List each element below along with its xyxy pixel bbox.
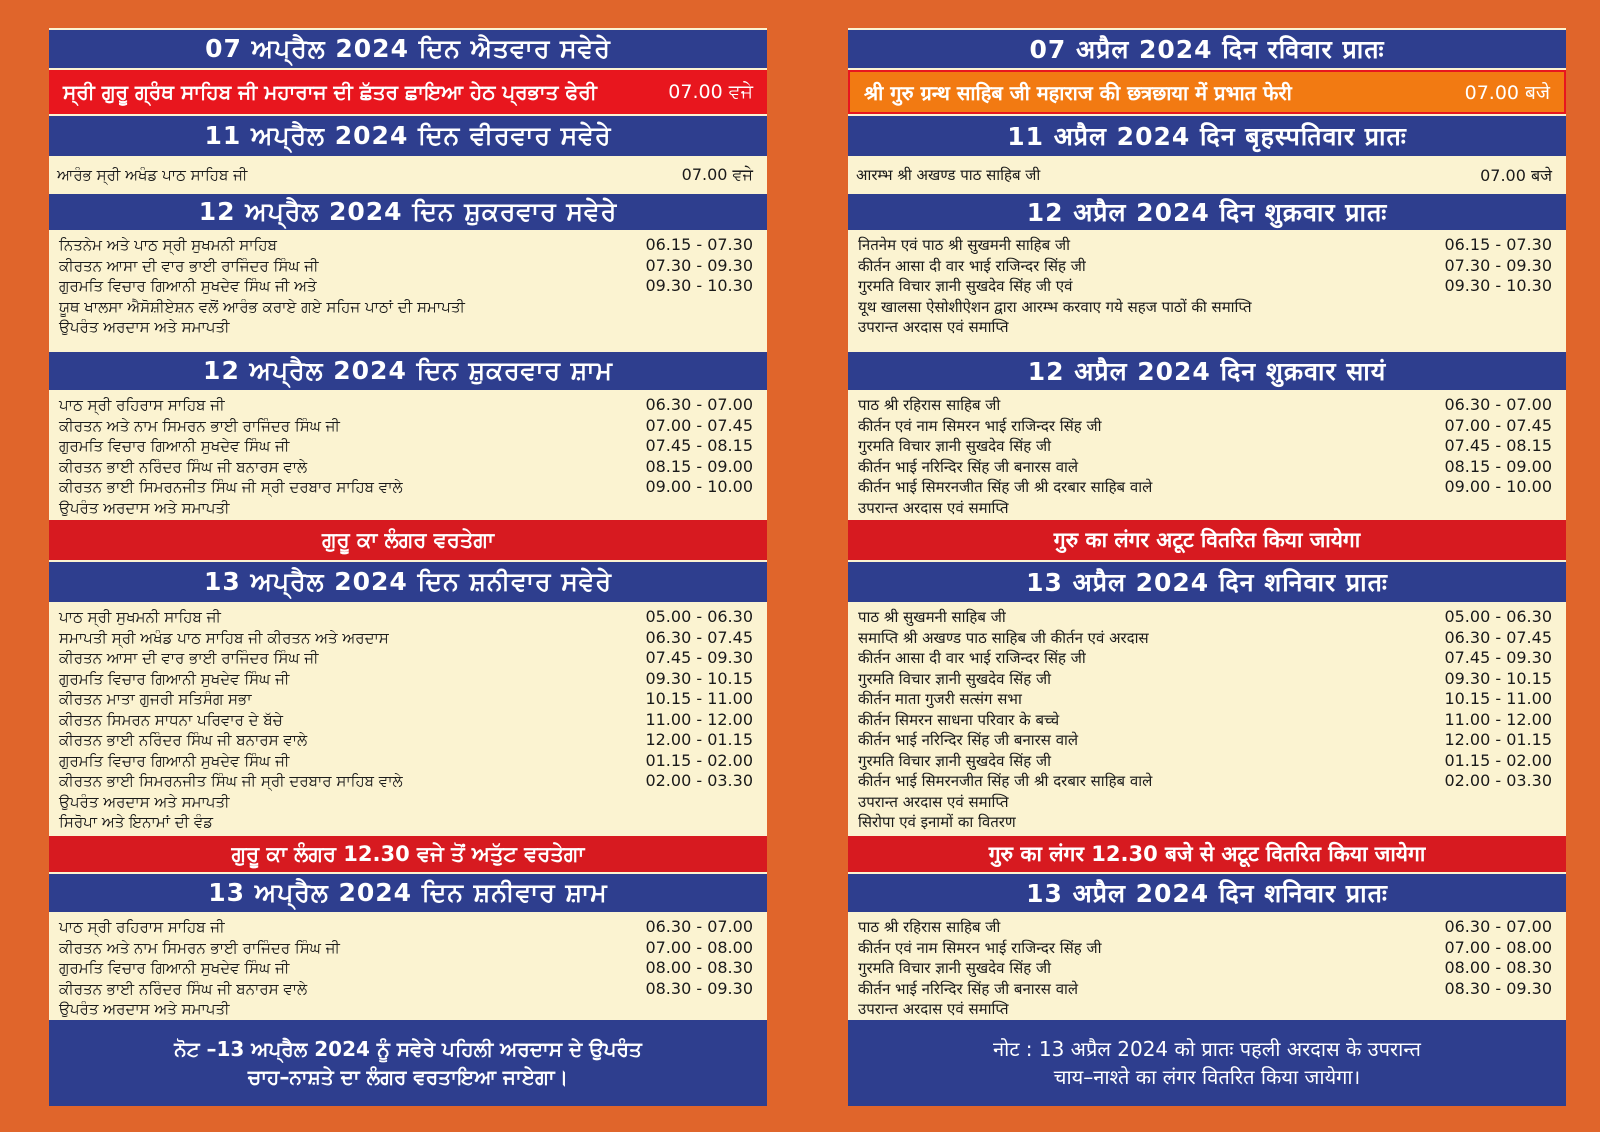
schedule-row [59, 648, 753, 669]
schedule-item-text: पाठ श्री रहिरास साहिब जी [858, 396, 1001, 414]
schedule-item-time: 09.30 - 10.30 [645, 276, 753, 295]
schedule-item-time: 06.30 - 07.00 [645, 395, 753, 414]
schedule-item-time: 12.00 - 01.15 [645, 730, 753, 749]
schedule-item-time: 11.00 - 12.00 [1444, 709, 1552, 729]
schedule-item-text: ਗੁਰਮਤਿ ਵਿਚਾਰ ਗਿਆਨੀ ਸੁਖਦੇਵ ਸਿੰਘ ਜੀ [59, 751, 290, 770]
schedule-row [59, 669, 753, 690]
schedule-item-time: 07.00 - 07.45 [1444, 415, 1552, 435]
apr13-morning-list [848, 604, 1566, 836]
arambh-time: 07.00 बजे [1480, 166, 1552, 185]
schedule-row [858, 607, 1552, 628]
schedule-row [59, 958, 753, 979]
schedule-row [858, 938, 1552, 959]
schedule-item-time: 07.30 - 09.30 [1444, 255, 1552, 275]
note-line-2: ਚਾਹ–ਨਾਸ਼ਤੇ ਦਾ ਲੰਗਰ ਵਰਤਾਇਆ ਜਾਏਗਾ। [247, 1065, 569, 1089]
schedule-item-time: 11.00 - 12.00 [645, 709, 753, 729]
schedule-item-text: गुरमति विचार ज्ञानी सुखदेव सिंह जी [858, 959, 1052, 977]
note-line-1: नोट : 13 अप्रैल 2024 को प्रातः पहली अरदास के उपरान्त [993, 1037, 1421, 1061]
schedule-row [59, 256, 753, 277]
schedule-item-time: 06.30 - 07.45 [645, 627, 753, 647]
schedule-row [59, 276, 753, 297]
schedule-item-time: 08.30 - 09.30 [1444, 978, 1552, 998]
prabhat-pheri-time: 07.00 ਵਜੇ [668, 81, 753, 103]
schedule-item-time: 09.00 - 10.00 [1444, 477, 1552, 496]
schedule-item-time: 08.00 - 08.30 [1444, 958, 1552, 977]
schedule-row [858, 730, 1552, 751]
schedule-row [858, 751, 1552, 772]
schedule-item-time: 07.45 - 08.15 [645, 436, 753, 455]
schedule-row [858, 999, 1552, 1020]
schedule-item-text: ਪਾਠ ਸ੍ਰੀ ਸੁਖਮਨੀ ਸਾਹਿਬ ਜੀ [59, 608, 221, 626]
schedule-item-time: 06.15 - 07.30 [645, 235, 753, 254]
schedule-row [858, 416, 1552, 437]
schedule-row [858, 235, 1552, 256]
prabhat-pheri-time: 07.00 बजे [1464, 82, 1550, 104]
schedule-item-text: ਗੁਰਮਤਿ ਵਿਚਾਰ ਗਿਆਨੀ ਸੁਖਦੇਵ ਸਿੰਘ ਜੀ [59, 437, 290, 455]
schedule-item-text: गुरमति विचार ज्ञानी सुखदेव सिंह जी एवं [858, 277, 1073, 295]
apr12-evening-list [49, 392, 767, 520]
schedule-row [59, 457, 753, 478]
schedule-row [59, 812, 753, 833]
schedule-row [858, 436, 1552, 457]
schedule-item-time: 07.45 - 09.30 [645, 648, 753, 667]
schedule-item-time: 10.15 - 11.00 [1444, 689, 1552, 708]
schedule-item-text: नितनेम एवं पाठ श्री सुखमनी साहिब जी [858, 236, 1070, 254]
prabhat-pheri-text: श्री गुरु ग्रन्थ साहिब जी महाराज की छत्रछाया में प्रभात फेरी [864, 80, 1292, 105]
schedule-item-time: 07.00 - 07.45 [645, 415, 753, 435]
schedule-row [858, 917, 1552, 938]
schedule-item-time: 06.15 - 07.30 [1444, 235, 1552, 254]
schedule-row [858, 669, 1552, 690]
schedule-item-text: गुरमति विचार ज्ञानी सुखदेव सिंह जी [858, 751, 1052, 770]
header-apr12-evening: 12 अप्रैल 2024 दिन शुक्रवार सायं [848, 350, 1566, 392]
schedule-row [858, 256, 1552, 277]
schedule-item-text: ਗੁਰਮਤਿ ਵਿਚਾਰ ਗਿਆਨੀ ਸੁਖਦੇਵ ਸਿੰਘ ਜੀ [59, 669, 290, 688]
arambh-time: 07.00 ਵਜੇ [681, 165, 753, 184]
schedule-row [59, 792, 753, 813]
schedule-item-time: 06.30 - 07.00 [1444, 917, 1552, 936]
schedule-item-text: कीर्तन भाई नरिन्दिर सिंह जी बनारस वाले [858, 979, 1079, 998]
schedule-item-text: कीर्तन एवं नाम सिमरन भाई राजिन्दर सिंह जी [858, 938, 1102, 957]
apr12-evening-list [848, 392, 1566, 520]
schedule-item-time: 05.00 - 06.30 [1444, 607, 1552, 626]
langar-band-2: ਗੁਰੂ ਕਾ ਲੰਗਰ 12.30 ਵਜੇ ਤੋਂ ਅਤੁੱਟ ਵਰਤੇਗਾ [49, 836, 767, 872]
apr13-evening-list [49, 914, 767, 1020]
schedule-row [59, 917, 753, 938]
schedule-row [59, 477, 753, 498]
schedule-item-time: 10.15 - 11.00 [645, 689, 753, 708]
schedule-item-text: यूथ खालसा ऐसोशीऐशन द्वारा आरम्भ करवाए गये सहज पाठों की समाप्ति [858, 297, 1252, 316]
schedule-item-text: कीर्तन एवं नाम सिमरन भाई राजिन्दर सिंह जी [858, 416, 1102, 435]
schedule-item-text: पाठ श्री सुखमनी साहिब जी [858, 608, 1006, 626]
schedule-item-text: कीर्तन आसा दी वार भाई राजिन्दर सिंह जी [858, 649, 1086, 667]
schedule-item-text: ਉਪਰੰਤ ਅਰਦਾਸ ਅਤੇ ਸਮਾਪਤੀ [59, 318, 230, 336]
schedule-row [59, 938, 753, 959]
schedule-row [858, 689, 1552, 710]
header-apr7: 07 ਅਪ੍ਰੈਲ 2024 ਦਿਨ ਐਤਵਾਰ ਸਵੇਰੇ [49, 28, 767, 70]
schedule-item-text: ਸਮਾਪਤੀ ਸ੍ਰੀ ਅਖੰਡ ਪਾਠ ਸਾਹਿਬ ਜੀ ਕੀਰਤਨ ਅਤੇ ਅਰਦਾਸ [59, 628, 389, 647]
header-apr13-evening: 13 ਅਪ੍ਰੈਲ 2024 ਦਿਨ ਸ਼ਨੀਵਾਰ ਸ਼ਾਮ [49, 872, 767, 914]
schedule-row [858, 792, 1552, 813]
arambh-text: आरम्भ श्री अखण्ड पाठ साहिब जी [856, 166, 1041, 184]
note-box [848, 1020, 1566, 1106]
schedule-item-text: ਕੀਰਤਨ ਭਾਈ ਨਰਿੰਦਰ ਸਿੰਘ ਜੀ ਬਨਾਰਸ ਵਾਲੇ [59, 979, 308, 998]
schedule-row [59, 999, 753, 1020]
schedule-item-text: ਕੀਰਤਨ ਮਾਤਾ ਗੁਜਰੀ ਸਤਿਸੰਗ ਸਭਾ [59, 690, 252, 708]
schedule-item-time: 09.00 - 10.00 [645, 477, 753, 496]
schedule-item-time: 12.00 - 01.15 [1444, 730, 1552, 749]
schedule-item-text: ਉਪਰੰਤ ਅਰਦਾਸ ਅਤੇ ਸਮਾਪਤੀ [59, 1000, 230, 1018]
schedule-item-text: गुरमति विचार ज्ञानी सुखदेव सिंह जी [858, 437, 1052, 455]
schedule-item-time: 08.15 - 09.00 [645, 456, 753, 476]
schedule-item-time: 09.30 - 10.30 [1444, 276, 1552, 295]
schedule-row [858, 498, 1552, 519]
schedule-item-text: उपरान्त अरदास एवं समाप्ति [858, 792, 1009, 811]
schedule-row [59, 628, 753, 649]
header-apr12-morning: 12 अप्रैल 2024 दिन शुक्रवार प्रातः [848, 192, 1566, 232]
langar-band-1: ਗੁਰੂ ਕਾ ਲੰਗਰ ਵਰਤੇਗਾ [49, 520, 767, 560]
schedule-item-time: 02.00 - 03.30 [645, 771, 753, 790]
schedule-item-text: गुरमति विचार ज्ञानी सुखदेव सिंह जी [858, 669, 1052, 688]
schedule-item-time: 02.00 - 03.30 [1444, 771, 1552, 790]
schedule-item-time: 06.30 - 07.45 [1444, 627, 1552, 647]
schedule-item-time: 05.00 - 06.30 [645, 607, 753, 626]
schedule-row [59, 416, 753, 437]
apr12-morning-list [848, 232, 1566, 350]
schedule-row [858, 628, 1552, 649]
schedule-item-time: 08.30 - 09.30 [645, 978, 753, 998]
schedule-item-text: समाप्ति श्री अखण्ड पाठ साहिब जी कीर्तन एवं अरदास [858, 628, 1149, 647]
schedule-item-text: ਕੀਰਤਨ ਭਾਈ ਸਿਮਰਨਜੀਤ ਸਿੰਘ ਜੀ ਸ੍ਰੀ ਦਰਬਾਰ ਸਾਹਿਬ ਵਾਲੇ [59, 772, 403, 790]
schedule-row [858, 979, 1552, 1000]
schedule-item-time: 07.00 - 08.00 [1444, 937, 1552, 957]
header-apr11: 11 अप्रैल 2024 दिन बृहस्पतिवार प्रातः [848, 114, 1566, 158]
schedule-row [858, 710, 1552, 731]
hindi-schedule-panel [848, 28, 1566, 1106]
schedule-item-text: कीर्तन भाई सिमरनजीत सिंह जी श्री दरबार साहिब वाले [858, 478, 1153, 496]
schedule-item-time: 08.00 - 08.30 [645, 958, 753, 977]
prabhat-pheri-band [848, 70, 1566, 114]
header-apr11: 11 ਅਪ੍ਰੈਲ 2024 ਦਿਨ ਵੀਰਵਾਰ ਸਵੇਰੇ [49, 114, 767, 158]
schedule-row [858, 297, 1552, 318]
schedule-item-time: 07.00 - 08.00 [645, 937, 753, 957]
schedule-row [59, 751, 753, 772]
schedule-row [858, 648, 1552, 669]
schedule-item-time: 08.15 - 09.00 [1444, 456, 1552, 476]
schedule-item-time: 07.30 - 09.30 [645, 255, 753, 275]
schedule-item-text: ਪਾਠ ਸ੍ਰੀ ਰਹਿਰਾਸ ਸਾਹਿਬ ਜੀ [59, 396, 225, 414]
schedule-item-text: पाठ श्री रहिरास साहिब जी [858, 918, 1001, 936]
schedule-row [59, 730, 753, 751]
schedule-item-text: उपरान्त अरदास एवं समाप्ति [858, 1000, 1009, 1018]
schedule-item-text: ਕੀਰਤਨ ਭਾਈ ਨਰਿੰਦਰ ਸਿੰਘ ਜੀ ਬਨਾਰਸ ਵਾਲੇ [59, 457, 308, 476]
schedule-item-text: ਗੁਰਮਤਿ ਵਿਚਾਰ ਗਿਆਨੀ ਸੁਖਦੇਵ ਸਿੰਘ ਜੀ [59, 959, 290, 977]
note-box [49, 1020, 767, 1106]
schedule-row [858, 317, 1552, 338]
schedule-item-text: कीर्तन भाई सिमरनजीत सिंह जी श्री दरबार साहिब वाले [858, 772, 1153, 790]
prabhat-pheri-band [49, 70, 767, 114]
schedule-row [59, 498, 753, 519]
schedule-item-text: ਕੀਰਤਨ ਭਾਈ ਸਿਮਰਨਜੀਤ ਸਿੰਘ ਜੀ ਸ੍ਰੀ ਦਰਬਾਰ ਸਾਹਿਬ ਵਾਲੇ [59, 478, 403, 496]
schedule-item-text: ਕੀਰਤਨ ਅਤੇ ਨਾਮ ਸਿਮਰਨ ਭਾਈ ਰਾਜਿੰਦਰ ਸਿੰਘ ਜੀ [59, 416, 340, 435]
schedule-item-text: ਗੁਰਮਤਿ ਵਿਚਾਰ ਗਿਆਨੀ ਸੁਖਦੇਵ ਸਿੰਘ ਜੀ ਅਤੇ [59, 277, 317, 295]
schedule-row [858, 276, 1552, 297]
schedule-row [59, 607, 753, 628]
schedule-item-time: 06.30 - 07.00 [645, 917, 753, 936]
header-apr12-morning: 12 ਅਪ੍ਰੈਲ 2024 ਦਿਨ ਸ਼ੁਕਰਵਾਰ ਸਵੇਰੇ [49, 192, 767, 232]
schedule-row [59, 710, 753, 731]
akhand-path-arambh [848, 158, 1566, 192]
schedule-item-text: कीर्तन आसा दी वार भाई राजिन्दर सिंह जी [858, 256, 1086, 275]
schedule-item-text: ਸਿਰੋਪਾ ਅਤੇ ਇਨਾਮਾਂ ਦੀ ਵੰਡ [59, 813, 214, 831]
schedule-row [59, 979, 753, 1000]
header-apr13-evening: 13 अप्रैल 2024 दिन शनिवार प्रातः [848, 872, 1566, 914]
schedule-item-text: कीर्तन सिमरन साधना परिवार के बच्चे [858, 710, 1060, 729]
schedule-item-text: ਉਪਰੰਤ ਅਰਦਾਸ ਅਤੇ ਸਮਾਪਤੀ [59, 498, 230, 517]
schedule-item-text: ਨਿਤਨੇਮ ਅਤੇ ਪਾਠ ਸ੍ਰੀ ਸੁਖਮਨੀ ਸਾਹਿਬ [59, 236, 277, 254]
schedule-row [858, 771, 1552, 792]
apr13-evening-list [848, 914, 1566, 1020]
header-apr13-morning: 13 ਅਪ੍ਰੈਲ 2024 ਦਿਨ ਸ਼ਨੀਵਾਰ ਸਵੇਰੇ [49, 560, 767, 604]
schedule-row [59, 297, 753, 318]
schedule-item-time: 07.45 - 08.15 [1444, 436, 1552, 455]
schedule-item-time: 06.30 - 07.00 [1444, 395, 1552, 414]
schedule-row [858, 812, 1552, 833]
schedule-item-text: उपरान्त अरदास एवं समाप्ति [858, 318, 1009, 336]
prabhat-pheri-text: ਸ੍ਰੀ ਗੁਰੂ ਗ੍ਰੰਥ ਸਾਹਿਬ ਜੀ ਮਹਾਰਾਜ ਦੀ ਛੱਤਰ ਛਾਇਆ ਹੇਠ ਪ੍ਰਭਾਤ ਫੇਰੀ [63, 80, 597, 104]
schedule-item-text: कीर्तन माता गुजरी सत्संग सभा [858, 690, 1022, 708]
schedule-row [858, 457, 1552, 478]
schedule-row [858, 958, 1552, 979]
header-apr7: 07 अप्रैल 2024 दिन रविवार प्रातः [848, 28, 1566, 70]
arambh-text: ਆਰੰਭ ਸ੍ਰੀ ਅਖੰਡ ਪਾਠ ਸਾਹਿਬ ਜੀ [57, 166, 248, 184]
schedule-item-text: ਉਪਰੰਤ ਅਰਦਾਸ ਅਤੇ ਸਮਾਪਤੀ [59, 792, 230, 811]
schedule-item-text: ਕੀਰਤਨ ਆਸਾ ਦੀ ਵਾਰ ਭਾਈ ਰਾਜਿੰਦਰ ਸਿੰਘ ਜੀ [59, 649, 319, 667]
schedule-item-time: 09.30 - 10.15 [645, 668, 753, 688]
apr13-morning-list [49, 604, 767, 836]
schedule-row [59, 689, 753, 710]
schedule-row [59, 436, 753, 457]
schedule-row [858, 395, 1552, 416]
header-apr13-morning: 13 अप्रैल 2024 दिन शनिवार प्रातः [848, 560, 1566, 604]
schedule-item-time: 09.30 - 10.15 [1444, 668, 1552, 688]
note-line-1: ਨੋਟ –13 ਅਪ੍ਰੈਲ 2024 ਨੂੰ ਸਵੇਰੇ ਪਹਿਲੀ ਅਰਦਾਸ ਦੇ ਉਪਰੰਤ [174, 1037, 642, 1061]
schedule-item-time: 01.15 - 02.00 [1444, 750, 1552, 770]
schedule-item-time: 01.15 - 02.00 [645, 750, 753, 770]
langar-band-2: गुरु का लंगर 12.30 बजे से अटूट वितरित किया जायेगा [848, 836, 1566, 872]
schedule-item-text: सिरोपा एवं इनामों का वितरण [858, 813, 1016, 831]
langar-band-1: गुरु का लंगर अटूट वितरित किया जायेगा [848, 520, 1566, 560]
schedule-item-text: उपरान्त अरदास एवं समाप्ति [858, 498, 1009, 517]
schedule-item-text: ਪਾਠ ਸ੍ਰੀ ਰਹਿਰਾਸ ਸਾਹਿਬ ਜੀ [59, 918, 225, 936]
schedule-row [59, 771, 753, 792]
schedule-item-text: ਕੀਰਤਨ ਸਿਮਰਨ ਸਾਧਨਾ ਪਰਿਵਾਰ ਦੇ ਬੱਚੇ [59, 710, 283, 729]
note-line-2: चाय–नाश्ते का लंगर वितरित किया जायेगा। [1053, 1065, 1361, 1089]
apr12-morning-list [49, 232, 767, 350]
schedule-item-text: ਕੀਰਤਨ ਭਾਈ ਨਰਿੰਦਰ ਸਿੰਘ ਜੀ ਬਨਾਰਸ ਵਾਲੇ [59, 731, 308, 749]
akhand-path-arambh [49, 158, 767, 192]
schedule-row [59, 235, 753, 256]
schedule-item-text: ਕੀਰਤਨ ਅਤੇ ਨਾਮ ਸਿਮਰਨ ਭਾਈ ਰਾਜਿੰਦਰ ਸਿੰਘ ਜੀ [59, 938, 340, 957]
header-apr12-evening: 12 ਅਪ੍ਰੈਲ 2024 ਦਿਨ ਸ਼ੁਕਰਵਾਰ ਸ਼ਾਮ [49, 350, 767, 392]
schedule-item-text: कीर्तन भाई नरिन्दिर सिंह जी बनारस वाले [858, 731, 1079, 749]
schedule-row [59, 395, 753, 416]
schedule-item-text: ਯੂਥ ਖਾਲਸਾ ਐਸੋਸ਼ੀਏਸ਼ਨ ਵਲੋਂ ਆਰੰਭ ਕਰਾਏ ਗਏ ਸਹਿਜ ਪਾਠਾਂ ਦੀ ਸਮਾਪਤੀ [59, 297, 465, 316]
schedule-item-time: 07.45 - 09.30 [1444, 648, 1552, 667]
schedule-row [858, 477, 1552, 498]
punjabi-schedule-panel [49, 28, 767, 1106]
schedule-item-text: ਕੀਰਤਨ ਆਸਾ ਦੀ ਵਾਰ ਭਾਈ ਰਾਜਿੰਦਰ ਸਿੰਘ ਜੀ [59, 256, 319, 275]
schedule-row [59, 317, 753, 338]
schedule-item-text: कीर्तन भाई नरिन्दिर सिंह जी बनारस वाले [858, 457, 1079, 476]
